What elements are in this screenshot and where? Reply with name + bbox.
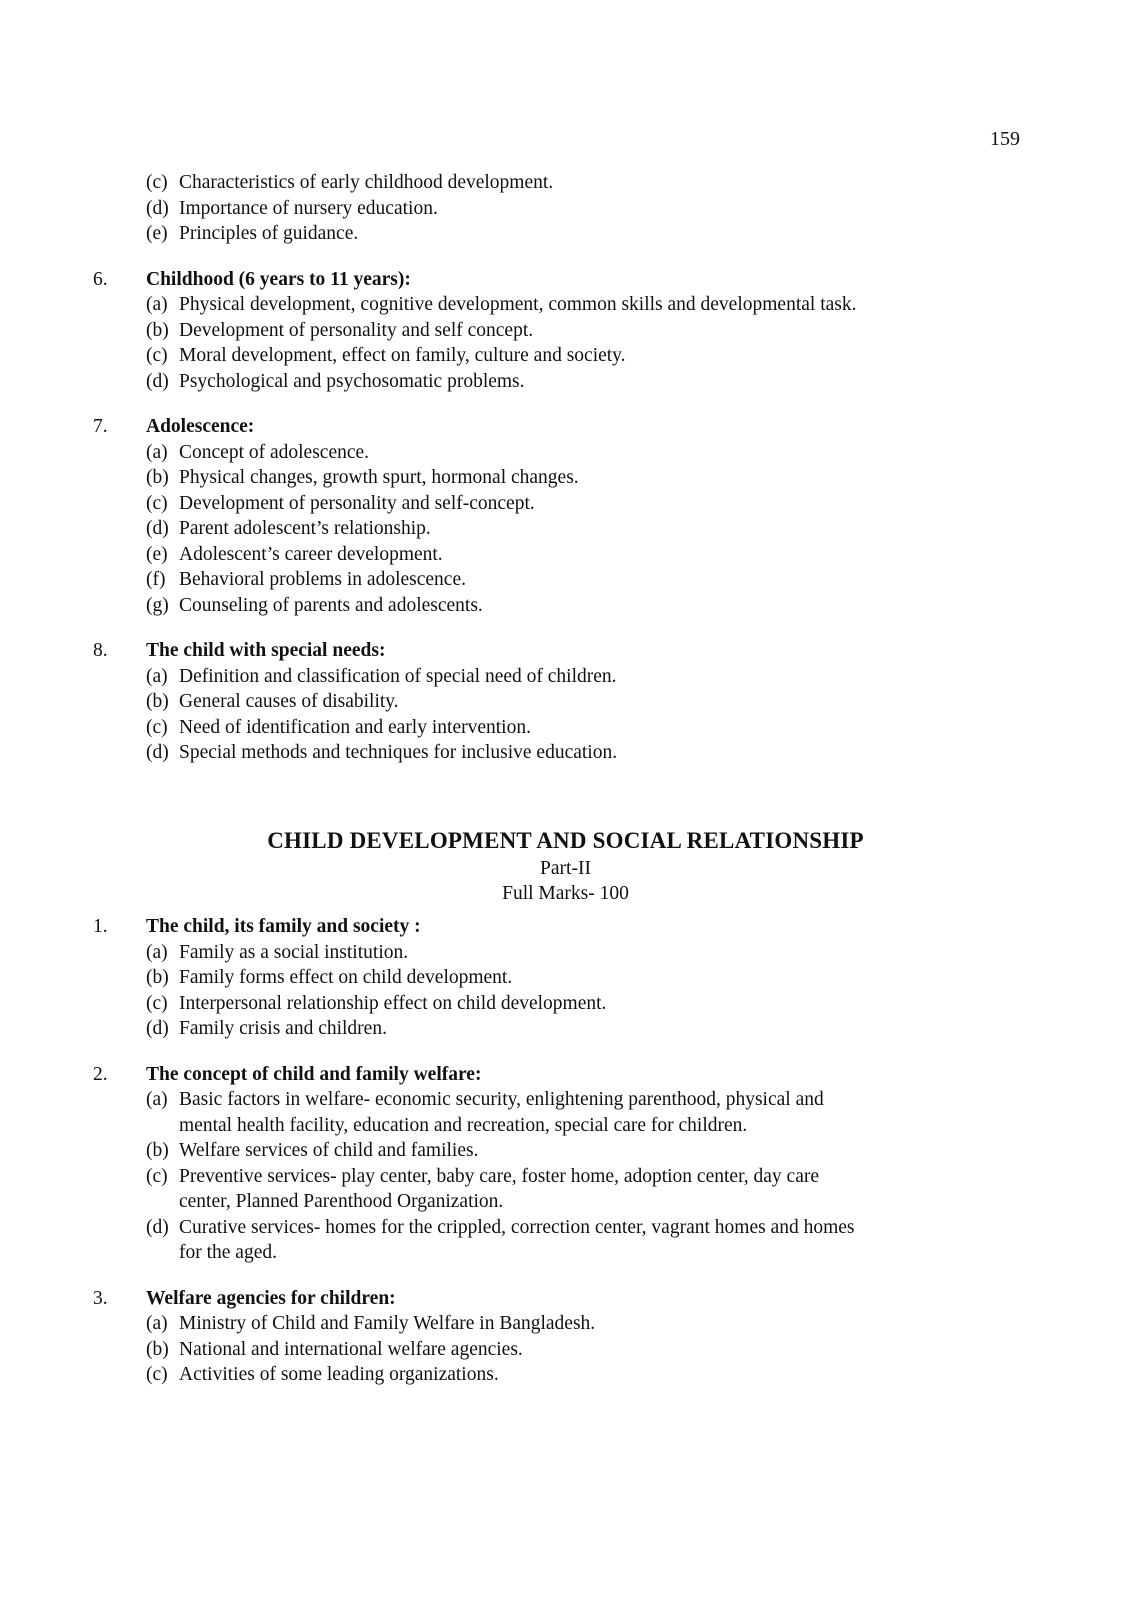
item-text: Preventive services- play center, baby care, foster home, adoption center, day care xyxy=(179,1165,820,1187)
item-text: Behavioral problems in adolescence. xyxy=(179,569,466,590)
list-item xyxy=(0,991,1131,1017)
item-label: (b) xyxy=(146,467,169,488)
item-label: (f) xyxy=(146,569,166,590)
section-number: 2. xyxy=(93,1063,108,1085)
list-item-continuation xyxy=(0,1189,1131,1215)
item-text: Family forms effect on child development. xyxy=(179,967,513,988)
list-item xyxy=(0,465,1131,491)
list-item xyxy=(0,318,1131,344)
item-text: National and international welfare agencies. xyxy=(179,1338,523,1360)
item-text: Adolescent’s career development. xyxy=(179,543,443,565)
item-text: Ministry of Child and Family Welfare in Bangladesh. xyxy=(179,1313,596,1334)
list-item xyxy=(0,369,1131,395)
list-item xyxy=(0,542,1131,568)
list-item xyxy=(0,1138,1131,1164)
item-label: (d) xyxy=(146,518,169,539)
list-item xyxy=(0,593,1131,619)
list-item xyxy=(0,689,1131,715)
item-label: (c) xyxy=(146,492,168,514)
list-item xyxy=(0,491,1131,517)
item-text: Basic factors in welfare- economic security, enlightening parenthood, physical and xyxy=(179,1089,824,1110)
item-label: (a) xyxy=(146,941,168,963)
item-text: Special methods and techniques for inclusive education. xyxy=(179,742,618,763)
section-number: 3. xyxy=(93,1287,108,1309)
list-item xyxy=(0,343,1131,369)
item-text-continuation: mental health facility, education and recreation, special care for children. xyxy=(179,1114,748,1136)
section-heading-row xyxy=(0,1062,1131,1088)
section-number: 6. xyxy=(93,268,108,290)
item-label: (d) xyxy=(146,197,169,219)
item-text: Definition and classification of special need of children. xyxy=(179,665,617,687)
item-label: (c) xyxy=(146,345,168,366)
item-label: (a) xyxy=(146,1313,168,1334)
list-item xyxy=(0,1087,1131,1113)
item-label: (b) xyxy=(146,1338,169,1360)
section-heading: The child with special needs: xyxy=(146,640,386,661)
list-item xyxy=(0,1311,1131,1337)
item-text: Counseling of parents and adolescents. xyxy=(179,594,483,616)
section-heading-row xyxy=(0,267,1131,293)
item-label: (d) xyxy=(146,1216,169,1238)
item-label: (c) xyxy=(146,1165,168,1187)
list-item xyxy=(0,567,1131,593)
item-text: Psychological and psychosomatic problems. xyxy=(179,370,525,392)
syllabus-part1 xyxy=(0,170,1131,766)
item-label: (a) xyxy=(146,294,168,315)
section-number: 7. xyxy=(93,416,108,437)
item-label: (b) xyxy=(146,319,169,341)
list-item xyxy=(0,965,1131,991)
section-heading: The concept of child and family welfare: xyxy=(146,1063,482,1085)
list-item xyxy=(0,664,1131,690)
list-item xyxy=(0,1362,1131,1388)
section-heading-row xyxy=(0,638,1131,664)
list-item xyxy=(0,1337,1131,1363)
list-item xyxy=(0,440,1131,466)
section-heading-row xyxy=(0,1286,1131,1312)
item-label: (d) xyxy=(146,370,169,392)
item-label: (a) xyxy=(146,665,168,687)
section-heading: Welfare agencies for children: xyxy=(146,1287,396,1309)
item-label: (d) xyxy=(146,742,169,763)
section-heading: Adolescence: xyxy=(146,416,255,437)
item-label: (e) xyxy=(146,223,168,244)
list-item xyxy=(0,170,1131,196)
item-label: (b) xyxy=(146,1140,169,1161)
item-text: Interpersonal relationship effect on child development. xyxy=(179,992,607,1014)
item-text: General causes of disability. xyxy=(179,691,399,712)
list-item xyxy=(0,1215,1131,1241)
item-text: Development of personality and self-concept. xyxy=(179,492,535,514)
item-label: (g) xyxy=(146,594,169,616)
section-heading: The child, its family and society : xyxy=(146,916,421,937)
item-text: Importance of nursery education. xyxy=(179,197,438,219)
item-text-continuation: center, Planned Parenthood Organization. xyxy=(179,1191,504,1212)
list-item xyxy=(0,292,1131,318)
page-number: 159 xyxy=(990,128,1020,150)
item-text: Need of identification and early intervention. xyxy=(179,716,531,738)
part2-title: CHILD DEVELOPMENT AND SOCIAL RELATIONSHIP xyxy=(267,828,864,853)
list-item xyxy=(0,715,1131,741)
item-text: Development of personality and self concept. xyxy=(179,319,534,341)
item-text: Family as a social institution. xyxy=(179,941,409,963)
item-text: Characteristics of early childhood development. xyxy=(179,172,554,193)
part2-full-marks: Full Marks- 100 xyxy=(502,883,629,904)
list-item-continuation xyxy=(0,1113,1131,1139)
section-number: 8. xyxy=(93,640,108,661)
item-label: (b) xyxy=(146,967,169,988)
list-item-continuation xyxy=(0,1240,1131,1266)
part2-subtitle: Part-II xyxy=(540,858,591,879)
section-heading-row xyxy=(0,914,1131,940)
item-text: Physical changes, growth spurt, hormonal changes. xyxy=(179,467,579,488)
section-heading-row xyxy=(0,414,1131,440)
list-item xyxy=(0,740,1131,766)
item-text: Family crisis and children. xyxy=(179,1018,387,1039)
item-label: (d) xyxy=(146,1018,169,1039)
list-item xyxy=(0,940,1131,966)
item-text: Concept of adolescence. xyxy=(179,441,370,463)
item-text: Curative services- homes for the crippled, correction center, vagrant homes and homes xyxy=(179,1216,855,1238)
item-label: (c) xyxy=(146,716,168,738)
item-text: Physical development, cognitive development, common skills and developmental task. xyxy=(179,294,857,315)
item-text: Welfare services of child and families. xyxy=(179,1140,479,1161)
item-text: Principles of guidance. xyxy=(179,223,359,244)
item-label: (a) xyxy=(146,1089,168,1110)
item-label: (c) xyxy=(146,1364,168,1385)
section-number: 1. xyxy=(93,916,108,937)
list-item xyxy=(0,196,1131,222)
list-item xyxy=(0,1016,1131,1042)
item-label: (e) xyxy=(146,543,168,565)
item-label: (a) xyxy=(146,441,168,463)
item-text: Activities of some leading organizations. xyxy=(179,1364,499,1385)
section-heading: Childhood (6 years to 11 years): xyxy=(146,268,411,290)
item-text-continuation: for the aged. xyxy=(179,1242,277,1263)
item-text: Moral development, effect on family, culture and society. xyxy=(179,345,626,366)
item-label: (b) xyxy=(146,691,169,712)
item-label: (c) xyxy=(146,992,168,1014)
list-item xyxy=(0,1164,1131,1190)
syllabus-part2 xyxy=(0,914,1131,1388)
item-text: Parent adolescent’s relationship. xyxy=(179,518,431,539)
list-item xyxy=(0,516,1131,542)
list-item xyxy=(0,221,1131,247)
item-label: (c) xyxy=(146,172,168,193)
